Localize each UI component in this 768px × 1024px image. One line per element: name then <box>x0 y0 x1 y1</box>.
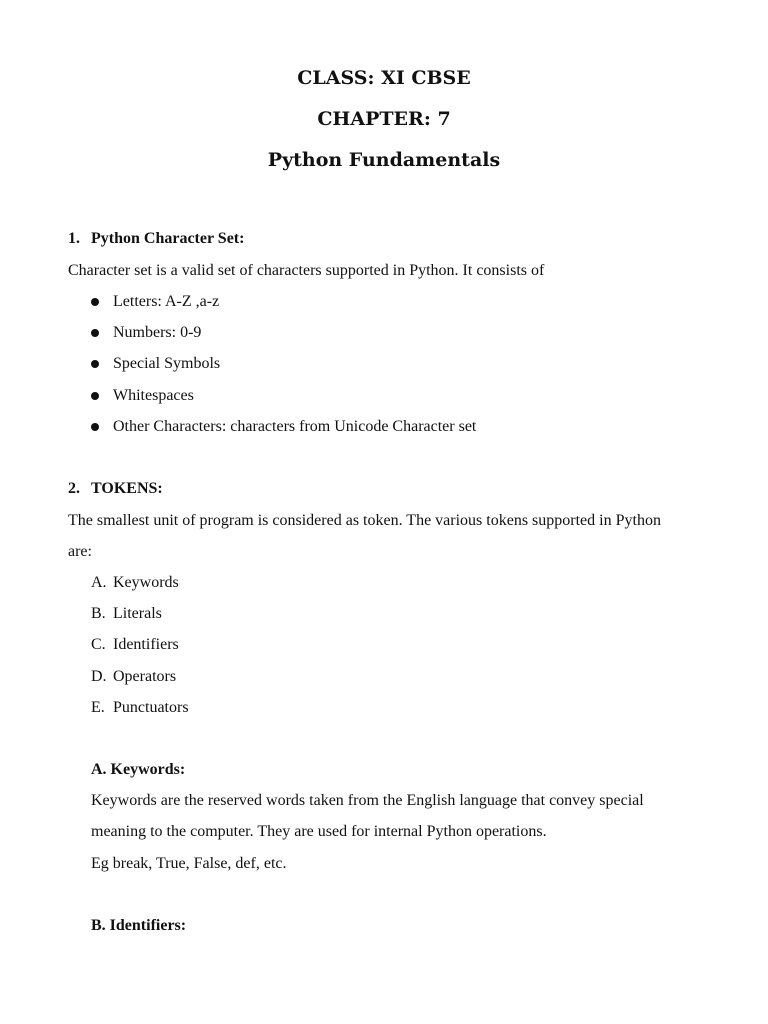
keywords-heading: A. Keywords: <box>91 761 186 778</box>
token-item: Literals <box>113 605 162 622</box>
bullet-icon <box>91 392 99 400</box>
list-item: Numbers: 0-9 <box>113 324 202 341</box>
bullet-icon <box>91 423 99 431</box>
topic-title: Python Fundamentals <box>267 149 501 171</box>
keywords-text-line1: Keywords are the reserved words taken from the English language that convey special <box>91 792 644 809</box>
list-item: Other Characters: characters from Unicode Character set <box>113 418 477 435</box>
keywords-example: Eg break, True, False, def, etc. <box>91 855 287 872</box>
keywords-text-line2: meaning to the computer. They are used for internal Python operations. <box>91 823 547 840</box>
section1-intro: Character set is a valid set of characters supported in Python. It consists of <box>68 262 545 279</box>
token-item: Operators <box>113 668 177 685</box>
bullet-icon <box>91 298 99 306</box>
section1-heading: Python Character Set: <box>91 230 245 247</box>
token-letter: A. <box>91 574 107 591</box>
bullet-icon <box>91 360 99 368</box>
list-item: Special Symbols <box>113 355 221 372</box>
class-title: CLASS: XI CBSE <box>297 67 471 89</box>
token-item: Identifiers <box>113 636 179 653</box>
token-letter: E. <box>91 699 105 716</box>
section2-intro-line1: The smallest unit of program is considered as token. The various tokens supported in Python <box>68 512 661 529</box>
identifiers-heading: B. Identifiers: <box>91 917 187 934</box>
token-letter: C. <box>91 636 106 653</box>
chapter-title: CHAPTER: 7 <box>317 108 451 130</box>
token-item: Punctuators <box>113 699 189 716</box>
list-item: Whitespaces <box>113 387 194 404</box>
section1-number: 1. <box>68 230 80 247</box>
token-letter: B. <box>91 605 106 622</box>
token-letter: D. <box>91 668 107 685</box>
bullet-icon <box>91 329 99 337</box>
section2-number: 2. <box>68 480 80 497</box>
token-item: Keywords <box>113 574 179 591</box>
section2-intro-line2: are: <box>68 543 92 560</box>
section2-heading: TOKENS: <box>91 480 163 497</box>
list-item: Letters: A-Z ,a-z <box>113 293 220 310</box>
